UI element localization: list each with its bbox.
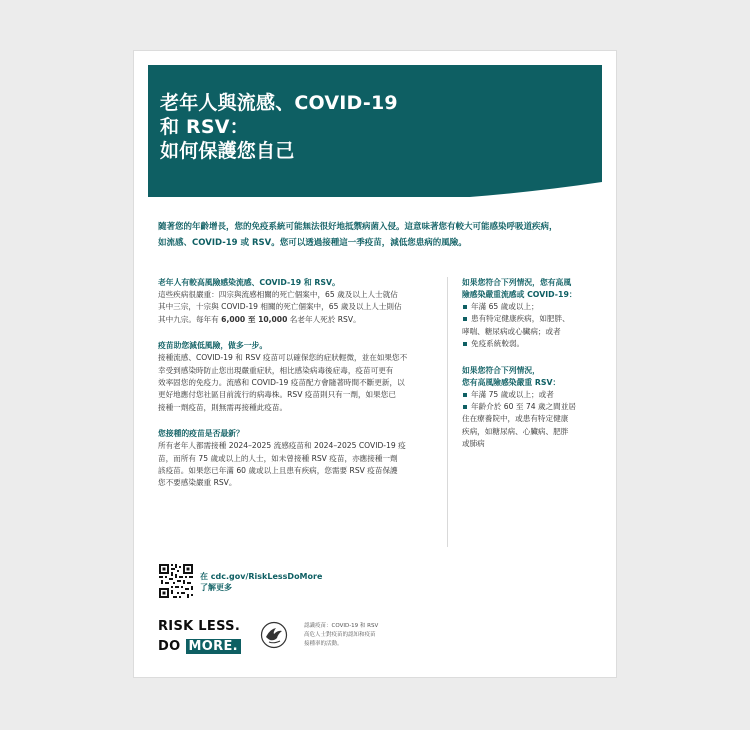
section-rsv-risk	[462, 365, 612, 451]
section-vaccines-help	[158, 340, 440, 414]
body-line: 苗，而所有 75 歲或以上的人士，如未曾接種 RSV 疫苗，亦應接種一劑	[158, 453, 398, 463]
body-line: 這些疾病很嚴重：四宗與流感相關的死亡個案中，65 歲及以上人士就佔	[158, 290, 398, 299]
section-heading: 老年人有較高風險感染流感、COVID-19 和 RSV。	[158, 278, 340, 287]
section-heading: 疫苗助您減低風險，做多一步。	[158, 341, 268, 351]
section-high-risk	[158, 277, 440, 326]
qr-code-icon[interactable]	[158, 563, 194, 599]
bullet-continuation: 或肺病	[462, 439, 485, 449]
section-heading: 險感染嚴重流感或 COVID-19：	[462, 290, 577, 299]
left-column	[158, 277, 440, 504]
body-line: 其中三宗，十宗與 COVID-19 相關的死亡個案中，65 歲及以上人士則佔	[158, 302, 402, 312]
bullet-icon	[463, 342, 467, 346]
intro-line-2: 如流感、COVID-19 或 RSV。您可以透過接種這一季疫苗，減低您患病的風險。	[158, 238, 467, 248]
link-label[interactable]: 了解更多	[200, 583, 232, 592]
flyer-page	[134, 51, 616, 677]
bullet-icon	[463, 393, 467, 397]
section-heading: 您有高風險感染嚴重 RSV：	[462, 377, 561, 387]
bullet-continuation: 疾病，如糖尿病、心臟病、肥胖	[462, 426, 569, 436]
section-heading: 您接種的疫苗是否最新？	[158, 429, 244, 439]
bullet-continuation: 住在療養院中，或患有特定健康	[462, 414, 569, 424]
body-text: 名老年人死於 RSV。	[287, 314, 361, 324]
bullet-item: 患有特定健康疾病，如肥胖、	[462, 313, 612, 325]
learn-more-link[interactable]	[200, 571, 322, 593]
column-divider	[447, 277, 448, 547]
body-line: 所有老年人都需接種 2024–2025 流感疫苗和 2024–2025 COVID-19 疫	[158, 441, 406, 451]
bullet-item: 年滿 65 歲或以上；	[462, 301, 612, 313]
body-line: 更好地應付您社區目前流行的病毒株。RSV 疫苗則只有一劑，如果您已	[158, 390, 396, 400]
death-range: 6,000 至 10,000	[221, 314, 288, 324]
intro-paragraph	[158, 219, 602, 251]
body-line: 該疫苗。如果您已年滿 60 歲或以上且患有疾病，您需要 RSV 疫苗保護	[158, 466, 398, 476]
section-heading: 如果您符合下列情況，	[462, 365, 540, 375]
section-flu-covid-risk	[462, 277, 612, 351]
note-line: 認識疫苗：COVID-19 和 RSV	[304, 623, 379, 629]
body-line: 幸受到感染時防止您出現嚴重症狀，相比感染病毒後症毒，疫苗可更有	[158, 365, 394, 375]
bullet-icon	[463, 317, 467, 321]
title-line-3: 如何保護您自己	[160, 140, 295, 162]
section-up-to-date	[158, 428, 440, 490]
title-line-2: 和 RSV：	[160, 116, 249, 138]
bullet-icon	[463, 305, 467, 309]
note-line: 高危人士對疫苗的認知和疫苗	[304, 632, 376, 638]
intro-line-1: 隨著您的年齡增長，您的免疫系統可能無法很好地抵禦病菌入侵。這意味著您有較大可能感染呼吸道疾病，	[158, 222, 558, 232]
page-title	[160, 91, 398, 163]
title-banner	[148, 65, 602, 197]
body-line	[158, 314, 440, 326]
body-line: 接種一劑疫苗，則無需再接種此疫苗。	[158, 402, 288, 412]
logo-do: DO	[158, 639, 181, 654]
body-text: 其中九宗。每年有	[158, 314, 222, 324]
bullet-item: 免疫系統較弱。	[462, 338, 612, 350]
right-column	[462, 277, 612, 465]
body-line: 接種流感、COVID-19 和 RSV 疫苗可以確保您的症狀輕微，並在如果您不	[158, 353, 408, 363]
campaign-note	[304, 622, 378, 649]
bullet-item: 年齡介於 60 至 74 歲之間並居	[462, 401, 612, 413]
section-heading: 如果您符合下列情況，您有高風	[462, 278, 572, 287]
risk-less-do-more-logo	[158, 620, 248, 652]
bullet-continuation: 哮喘、糖尿病或心臟病；或者	[462, 326, 561, 336]
title-line-1: 老年人與流感、COVID-19	[160, 92, 398, 114]
body-line: 效率固您的免疫力。流感和 COVID-19 疫苗配方會隨著時間不斷更新，以	[158, 378, 405, 388]
logo-more: MORE.	[186, 639, 241, 654]
body-line: 您不要感染嚴重 RSV。	[158, 478, 237, 488]
hhs-eagle-icon	[260, 621, 288, 649]
link-url[interactable]: 在 cdc.gov/RiskLessDoMore	[200, 572, 323, 581]
bullet-item: 年滿 75 歲或以上；或者	[462, 389, 612, 401]
note-line: 接種率的活動。	[304, 641, 343, 647]
bullet-icon	[463, 405, 467, 409]
logo-line-1: RISK LESS.	[158, 619, 241, 634]
